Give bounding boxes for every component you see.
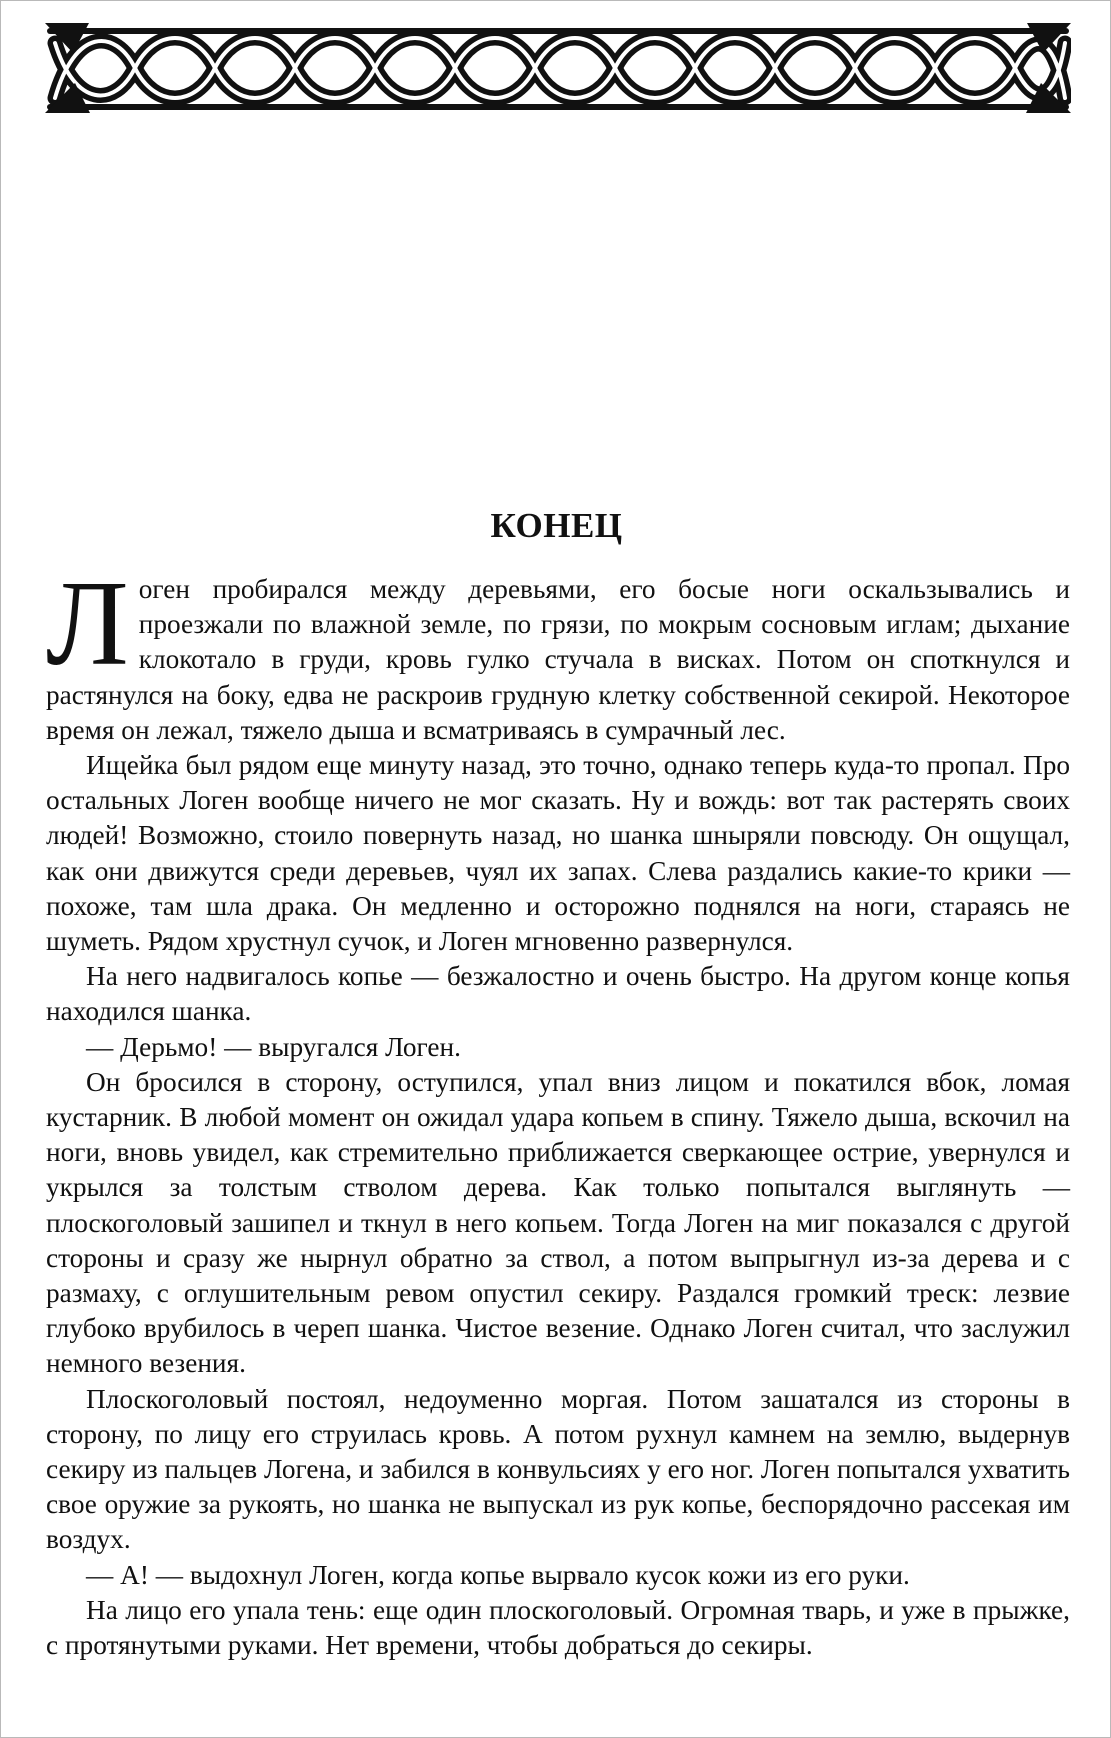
paragraph: — Дерьмо! — выругался Логен.: [86, 1031, 461, 1062]
paragraph-text: оген пробирался между деревьями, его босые ноги оскальзывались и проезжали по влажной земле, по грязи, по мокрым сосновым иглам; дыхание клокотало в груди, кровь гулко стучала в висках. Потом он споткнулся и растянулся на боку, едва не раскроив грудную клетку собственной секирой. Некоторое время он лежал, тяжело дыша и всматриваясь в сумрачный лес.: [46, 574, 1070, 745]
chapter-body: [46, 556, 1070, 1663]
paragraph: — А! — выдохнул Логен, когда копье вырвало кусок кожи из его руки.: [86, 1559, 910, 1590]
paragraph: На него надвигалось копье — безжалостно и очень быстро. На другом конце копья находился шанка.: [46, 961, 1070, 1027]
drop-cap: Л: [46, 556, 129, 691]
paragraph: [46, 556, 1070, 748]
paragraph: Он бросился в сторону, оступился, упал вниз лицом и покатился вбок, ломая кустарник. В любой момент он ожидал удара копьем в спину. Тяжело дыша, вскочил на ноги, вновь увидел, как стремительно приближается сверкающее острие, увернулся и укрылся за толстым стволом дерева. Как только попытался выглянуть — плоскоголовый зашипел и ткнул в него копьем. Тогда Логен на миг показался с другой стороны и сразу же нырнул обратно за ствол, а потом выпрыгнул из-за дерева и с размаху, с оглушительным ревом опустил секиру. Раздался громкий треск: лезвие глубоко врубилось в череп шанка. Чистое везение. Однако Логен считал, что заслужил немного везения.: [46, 1066, 1070, 1379]
celtic-knot-ornament: [45, 23, 1071, 113]
chapter-title: КОНЕЦ: [490, 506, 623, 545]
paragraph: Плоскоголовый постоял, недоуменно моргая. Потом зашатался из стороны в сторону, по лицу его струилась кровь. А потом рухнул камнем на землю, выдернув секиру из пальцев Логена, и забился в конвульсиях у его ног. Логен попытался ухватить свое оружие за рукоять, но шанка не выпускал из рук копье, беспорядочно рассекая им воздух.: [46, 1383, 1070, 1555]
paragraph: Ищейка был рядом еще минуту назад, это точно, однако теперь куда-то пропал. Про остальных Логен вообще ничего не мог сказать. Ну и вождь: вот так растерять своих людей! Возможно, стоило повернуть назад, но шанка шныряли повсюду. Он ощущал, как они движутся среди деревьев, чуял их запах. Слева раздались какие-то крики — похоже, там шла драка. Он медленно и осторожно поднялся на ноги, стараясь не шуметь. Рядом хрустнул сучок, и Логен мгновенно развернулся.: [46, 750, 1070, 957]
paragraph: На лицо его упала тень: еще один плоскоголовый. Огромная тварь, и уже в прыжке, с протянутыми руками. Нет времени, чтобы добраться до секиры.: [46, 1594, 1070, 1661]
